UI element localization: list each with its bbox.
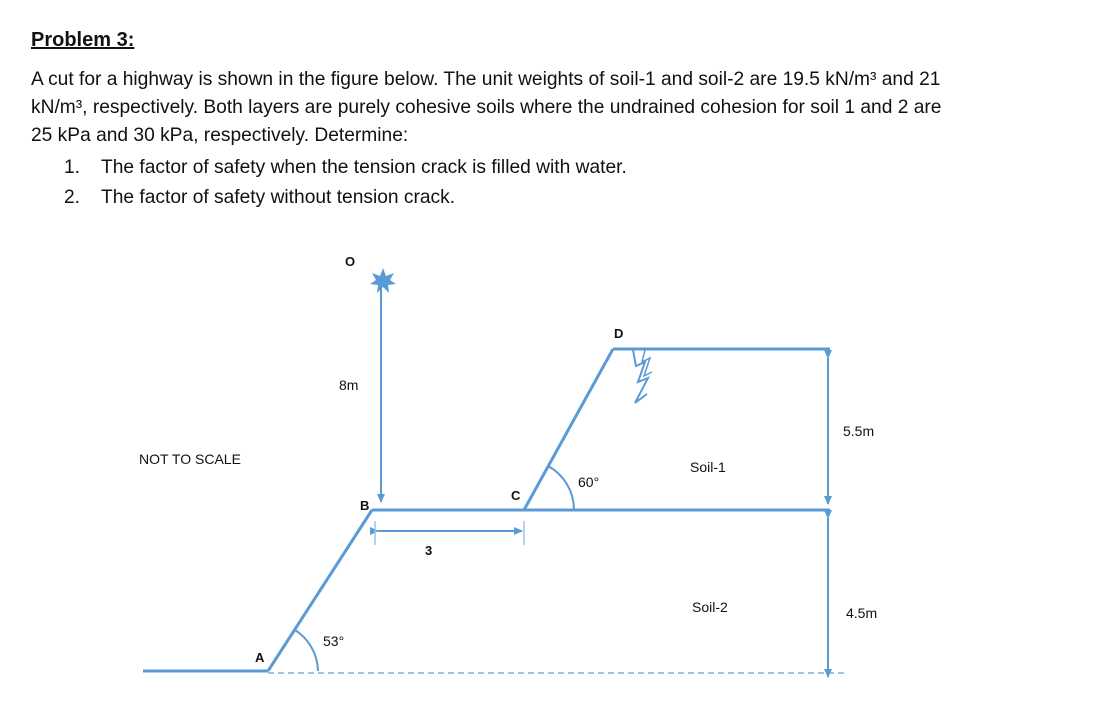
problem-title: Problem 3: bbox=[31, 29, 135, 51]
lower-angle-arc bbox=[295, 630, 318, 671]
lower-height-label: 4.5m bbox=[846, 605, 878, 621]
lower-slope-line bbox=[268, 510, 372, 671]
soil-2-label: Soil-2 bbox=[692, 599, 728, 615]
point-b-label: B bbox=[360, 498, 370, 513]
task-number: 2. bbox=[64, 187, 81, 208]
soil-1-label: Soil-1 bbox=[690, 459, 726, 475]
center-star-icon bbox=[370, 268, 396, 293]
lower-angle-label: 53° bbox=[323, 633, 345, 649]
bench-label: 3 bbox=[425, 543, 433, 558]
task-number: 1. bbox=[64, 157, 81, 178]
statement-line-1: A cut for a highway is shown in the figure below. The unit weights of soil-1 and soil-2 are 19.5 kN/m³ and 21 bbox=[31, 69, 941, 90]
radius-label: 8m bbox=[339, 377, 359, 393]
upper-angle-label: 60° bbox=[578, 474, 600, 490]
statement-line-3: 25 kPa and 30 kPa, respectively. Determine: bbox=[31, 125, 409, 146]
upper-height-label: 5.5m bbox=[843, 423, 875, 439]
point-o-label: O bbox=[345, 254, 356, 269]
point-a-label: A bbox=[255, 650, 265, 665]
not-to-scale-note: NOT TO SCALE bbox=[139, 451, 241, 467]
point-c-label: C bbox=[511, 488, 521, 503]
statement-line-2: kN/m³, respectively. Both layers are purely cohesive soils where the undrained cohesion for soil 1 and 2 are bbox=[31, 97, 942, 118]
task-text: The factor of safety without tension crack. bbox=[101, 187, 456, 208]
upper-angle-arc bbox=[548, 466, 574, 510]
tension-crack-icon bbox=[633, 350, 648, 403]
task-text: The factor of safety when the tension crack is filled with water. bbox=[101, 157, 627, 178]
point-d-label: D bbox=[614, 326, 624, 341]
